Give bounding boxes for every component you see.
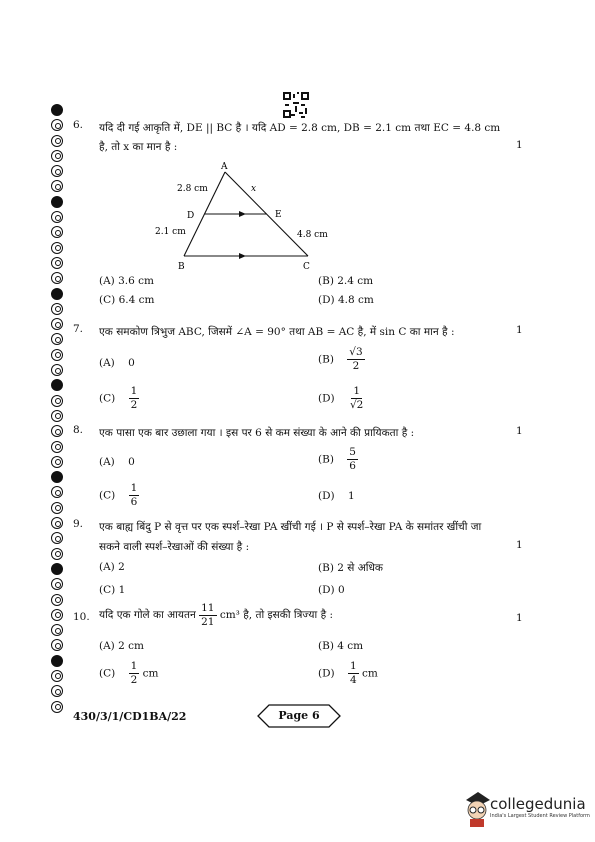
spiral-ring	[51, 211, 63, 223]
q7-option-b-denominator: 2	[352, 360, 360, 372]
q8-option-a[interactable]	[99, 456, 135, 468]
q8-option-b-numerator: 5	[349, 446, 356, 458]
q10-option-b[interactable]: (B) 4 cm	[318, 640, 364, 652]
spiral-binding	[51, 104, 66, 716]
question-6-marks: 1	[516, 139, 523, 151]
ec-length-label: 4.8 cm	[297, 230, 328, 240]
spiral-ring	[51, 532, 63, 544]
spiral-ring	[51, 701, 63, 713]
q10-option-c-denominator: 2	[130, 674, 138, 686]
question-7-text: एक समकोण त्रिभुज ABC, जिसमें ∠A = 90° तथा AB = AC है, में sin C का मान है :	[99, 326, 455, 338]
q8-option-b-label: (B)	[318, 453, 334, 466]
q8-option-b-denominator: 6	[349, 460, 356, 472]
q10-option-d[interactable]	[318, 660, 378, 687]
spiral-ring	[51, 655, 63, 667]
q6-option-a[interactable]: (A) 3.6 cm	[99, 275, 154, 287]
collegedunia-mascot-icon	[462, 788, 492, 828]
q8-option-d-label: (D)	[318, 490, 335, 502]
q7-option-d-denominator: √2	[349, 399, 364, 411]
spiral-ring	[51, 563, 63, 575]
q7-option-c-numerator: 1	[130, 385, 138, 397]
spiral-ring	[51, 104, 63, 116]
spiral-ring	[51, 288, 63, 300]
question-9-text-line1: एक बाह्य बिंदु P से वृत्त पर एक स्पर्श–रेखा PA खींची गई । P से स्पर्श–रेखा PA के समांतर खींची जा	[99, 521, 482, 533]
q7-option-b-numerator: √3	[349, 346, 363, 358]
spiral-ring	[51, 303, 63, 315]
spiral-ring	[51, 456, 63, 468]
q7-option-c-fraction	[129, 385, 140, 412]
ae-length-label: x	[251, 184, 257, 194]
q7-option-c-denominator: 2	[130, 399, 138, 411]
question-6-number: 6.	[73, 119, 84, 131]
question-6-text-line1: यदि दी गई आकृति में, DE || BC है । यदि AD = 2.8 cm, DB = 2.1 cm तथा EC = 4.8 cm	[99, 122, 501, 134]
q7-option-b-label: (B)	[318, 353, 334, 366]
paper-code: 430/3/1/CD1BA/22	[73, 710, 187, 723]
spiral-ring	[51, 548, 63, 560]
q8-option-c[interactable]	[99, 482, 139, 509]
question-6-text-line2: है, तो x का मान है :	[99, 141, 178, 153]
question-9-number: 9.	[73, 518, 84, 530]
q9-option-b[interactable]: (B) 2 से अधिक	[318, 562, 383, 574]
qr-code	[283, 92, 309, 118]
page-number: Page 6	[278, 709, 320, 722]
spiral-ring	[51, 502, 63, 514]
spiral-ring	[51, 333, 63, 345]
q7-option-b-fraction	[347, 346, 364, 373]
question-8-number: 8.	[73, 424, 84, 436]
question-7-number: 7.	[73, 323, 84, 335]
question-10-volume-denominator: 21	[201, 616, 215, 628]
ad-length-label: 2.8 cm	[177, 184, 208, 194]
spiral-ring	[51, 379, 63, 391]
question-10-volume-numerator: 11	[201, 602, 215, 614]
spiral-ring	[51, 486, 63, 498]
brand-tagline: India's Largest Student Review Platform	[490, 813, 590, 819]
q9-option-d[interactable]: (D) 0	[318, 584, 345, 596]
q8-option-d-value: 1	[347, 490, 355, 502]
q7-option-a-value: 0	[128, 357, 135, 369]
question-9-text-line2: सकने वाली स्पर्श–रेखाओं की संख्या है :	[99, 541, 250, 553]
vertex-c-label: C	[303, 262, 310, 272]
q7-option-a-label: (A)	[99, 357, 115, 369]
point-d-label: D	[187, 211, 195, 221]
question-10-text	[99, 602, 509, 629]
db-length-label: 2.1 cm	[155, 227, 186, 237]
spiral-ring	[51, 624, 63, 636]
q8-option-c-label: (C)	[99, 489, 116, 502]
q9-option-a[interactable]: (A) 2	[99, 561, 125, 573]
spiral-ring	[51, 119, 63, 131]
spiral-ring	[51, 639, 63, 651]
spiral-ring	[51, 517, 63, 529]
q6-option-c[interactable]: (C) 6.4 cm	[99, 294, 155, 306]
spiral-ring	[51, 150, 63, 162]
spiral-ring	[51, 670, 63, 682]
spiral-ring	[51, 410, 63, 422]
spiral-ring	[51, 395, 63, 407]
q7-option-a[interactable]	[99, 357, 135, 369]
spiral-ring	[51, 594, 63, 606]
spiral-ring	[51, 165, 63, 177]
vertex-b-label: B	[178, 262, 185, 272]
spiral-ring	[51, 318, 63, 330]
q8-option-c-numerator: 1	[130, 482, 138, 494]
q10-option-c-unit: cm	[142, 667, 159, 680]
spiral-ring	[51, 441, 63, 453]
spiral-ring	[51, 364, 63, 376]
q10-option-c-fraction	[129, 660, 140, 687]
q10-option-c-numerator: 1	[130, 660, 138, 672]
question-10-marks: 1	[516, 612, 523, 624]
q10-option-d-fraction	[348, 660, 359, 687]
arrow-de	[239, 211, 246, 217]
q7-option-d[interactable]	[318, 385, 365, 412]
brand-name: collegedunia	[490, 795, 586, 813]
question-9-marks: 1	[516, 539, 523, 551]
q6-option-d[interactable]: (D) 4.8 cm	[318, 294, 374, 306]
question-7-marks: 1	[516, 324, 523, 336]
q8-option-b[interactable]	[318, 446, 358, 473]
q7-option-c-label: (C)	[99, 392, 116, 405]
q10-option-c-label: (C)	[99, 667, 116, 680]
q10-option-d-unit: cm	[362, 667, 378, 680]
q10-option-d-label: (D)	[318, 667, 335, 680]
q10-option-d-denominator: 4	[349, 674, 357, 686]
spiral-ring	[51, 180, 63, 192]
vertex-a-label: A	[221, 162, 228, 172]
spiral-ring	[51, 578, 63, 590]
q10-option-c[interactable]	[99, 660, 158, 687]
spiral-ring	[51, 272, 63, 284]
point-e-label: E	[275, 210, 282, 220]
q9-option-c[interactable]: (C) 1	[99, 584, 126, 596]
q8-option-b-fraction	[347, 446, 358, 473]
arrow-bc	[239, 253, 246, 259]
q7-option-c[interactable]	[99, 385, 139, 412]
q8-option-d[interactable]	[318, 490, 355, 502]
triangle-figure	[150, 158, 350, 273]
q8-option-a-value: 0	[128, 456, 135, 468]
spiral-ring	[51, 135, 63, 147]
spiral-ring	[51, 349, 63, 361]
q7-option-b[interactable]	[318, 346, 365, 373]
question-8-text: एक पासा एक बार उछाला गया । इस पर 6 से कम संख्या के आने की प्रायिकता है :	[99, 427, 415, 439]
q10-option-a[interactable]: (A) 2 cm	[99, 640, 144, 652]
question-10-volume-fraction	[199, 602, 216, 629]
question-10-number: 10.	[73, 611, 90, 623]
spiral-ring	[51, 425, 63, 437]
spiral-ring	[51, 196, 63, 208]
q8-option-a-label: (A)	[99, 456, 115, 468]
q7-option-d-label: (D)	[318, 392, 335, 405]
question-8-marks: 1	[516, 425, 523, 437]
q8-option-c-fraction	[129, 482, 140, 509]
spiral-ring	[51, 685, 63, 697]
q8-option-c-denominator: 6	[130, 496, 138, 508]
q7-option-d-numerator: 1	[353, 385, 361, 397]
question-10-text-post: cm³ है, तो इसकी त्रिज्या है :	[219, 609, 334, 621]
spiral-ring	[51, 242, 63, 254]
q10-option-d-numerator: 1	[349, 660, 357, 672]
q6-option-b[interactable]: (B) 2.4 cm	[318, 275, 374, 287]
spiral-ring	[51, 609, 63, 621]
spiral-ring	[51, 257, 63, 269]
spiral-ring	[51, 471, 63, 483]
question-10-text-pre: यदि एक गोले का आयतन	[99, 609, 196, 621]
spiral-ring	[51, 226, 63, 238]
q7-option-d-fraction	[348, 385, 365, 412]
